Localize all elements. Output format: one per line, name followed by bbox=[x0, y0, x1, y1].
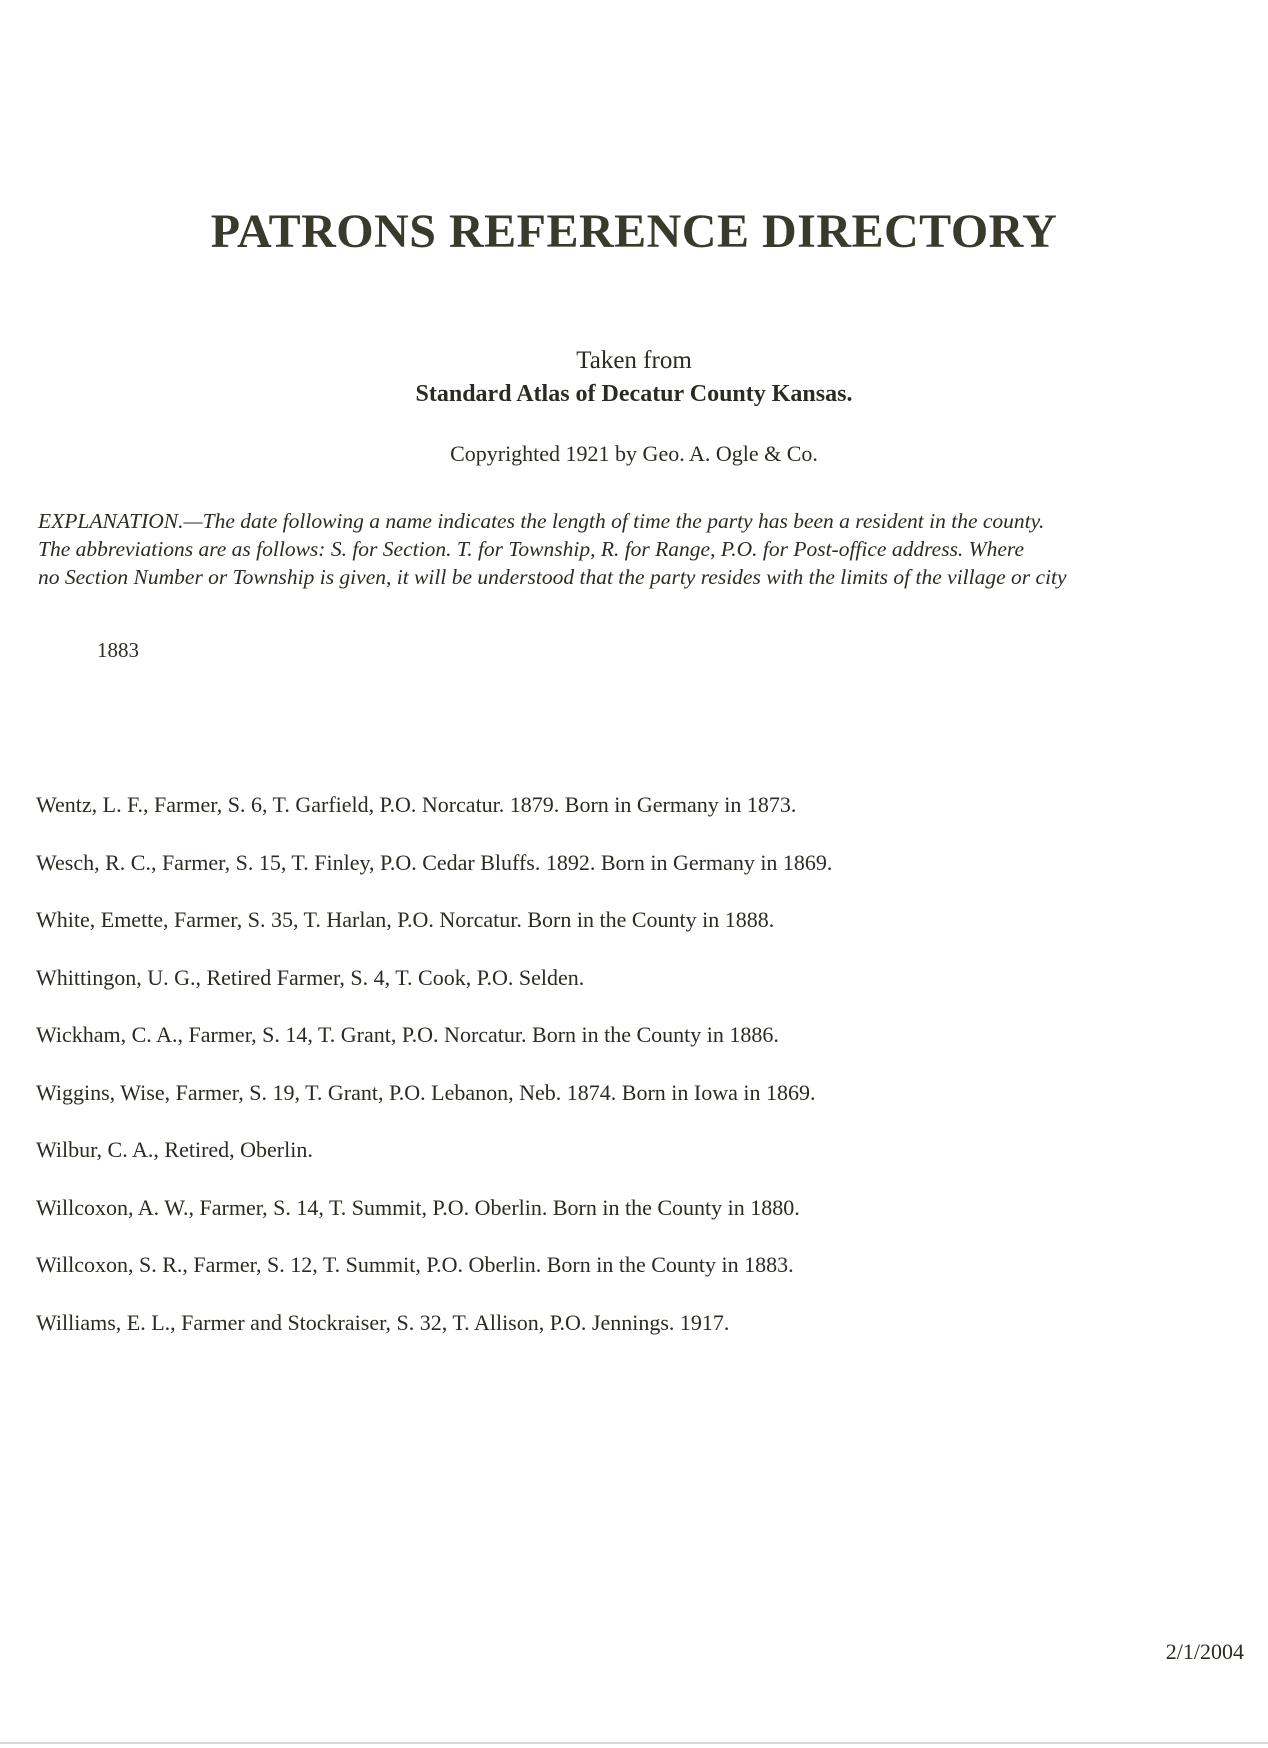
year-label: 1883 bbox=[97, 638, 139, 662]
atlas-title: Standard Atlas of Decatur County Kansas. bbox=[415, 381, 853, 407]
explanation-line: EXPLANATION.—The date following a name indicates the length of time the party has been a resident in the county. bbox=[38, 509, 1045, 533]
directory-entry: Wilbur, C. A., Retired, Oberlin. bbox=[36, 1137, 313, 1162]
directory-entry-list bbox=[36, 790, 1236, 1365]
explanation-paragraph bbox=[38, 507, 1238, 591]
directory-entry: Wesch, R. C., Farmer, S. 15, T. Finley, P.O. Cedar Bluffs. 1892. Born in Germany in 1869. bbox=[36, 849, 833, 875]
source-intro: Taken from bbox=[576, 347, 692, 374]
directory-entry: Wiggins, Wise, Farmer, S. 19, T. Grant, P.O. Lebanon, Neb. 1874. Born in Iowa in 1869. bbox=[36, 1079, 816, 1105]
directory-entry: Whittingon, U. G., Retired Farmer, S. 4, T. Cook, P.O. Selden. bbox=[36, 964, 585, 990]
explanation-line: no Section Number or Township is given, it will be understood that the party resides with the limits of the village or city bbox=[38, 565, 1067, 589]
directory-entry: Wickham, C. A., Farmer, S. 14, T. Grant, P.O. Norcatur. Born in the County in 1886. bbox=[36, 1022, 779, 1047]
directory-entry: Willcoxon, S. R., Farmer, S. 12, T. Summit, P.O. Oberlin. Born in the County in 1883. bbox=[36, 1252, 794, 1277]
directory-entry: Willcoxon, A. W., Farmer, S. 14, T. Summit, P.O. Oberlin. Born in the County in 1880. bbox=[36, 1194, 800, 1220]
copyright-notice: Copyrighted 1921 by Geo. A. Ogle & Co. bbox=[450, 441, 818, 466]
directory-entry: Williams, E. L., Farmer and Stockraiser, S. 32, T. Allison, P.O. Jennings. 1917. bbox=[36, 1309, 730, 1335]
explanation-line: The abbreviations are as follows: S. for Section. T. for Township, R. for Range, P.O. for Post-office address. Where bbox=[38, 537, 1024, 561]
directory-entry: Wentz, L. F., Farmer, S. 6, T. Garfield, P.O. Norcatur. 1879. Born in Germany in 1873. bbox=[36, 792, 797, 817]
page-title: PATRONS REFERENCE DIRECTORY bbox=[210, 205, 1058, 258]
page-bottom-edge bbox=[0, 1742, 1268, 1744]
footer-date: 2/1/2004 bbox=[1165, 1639, 1244, 1664]
directory-entry: White, Emette, Farmer, S. 35, T. Harlan, P.O. Norcatur. Born in the County in 1888. bbox=[36, 907, 775, 932]
